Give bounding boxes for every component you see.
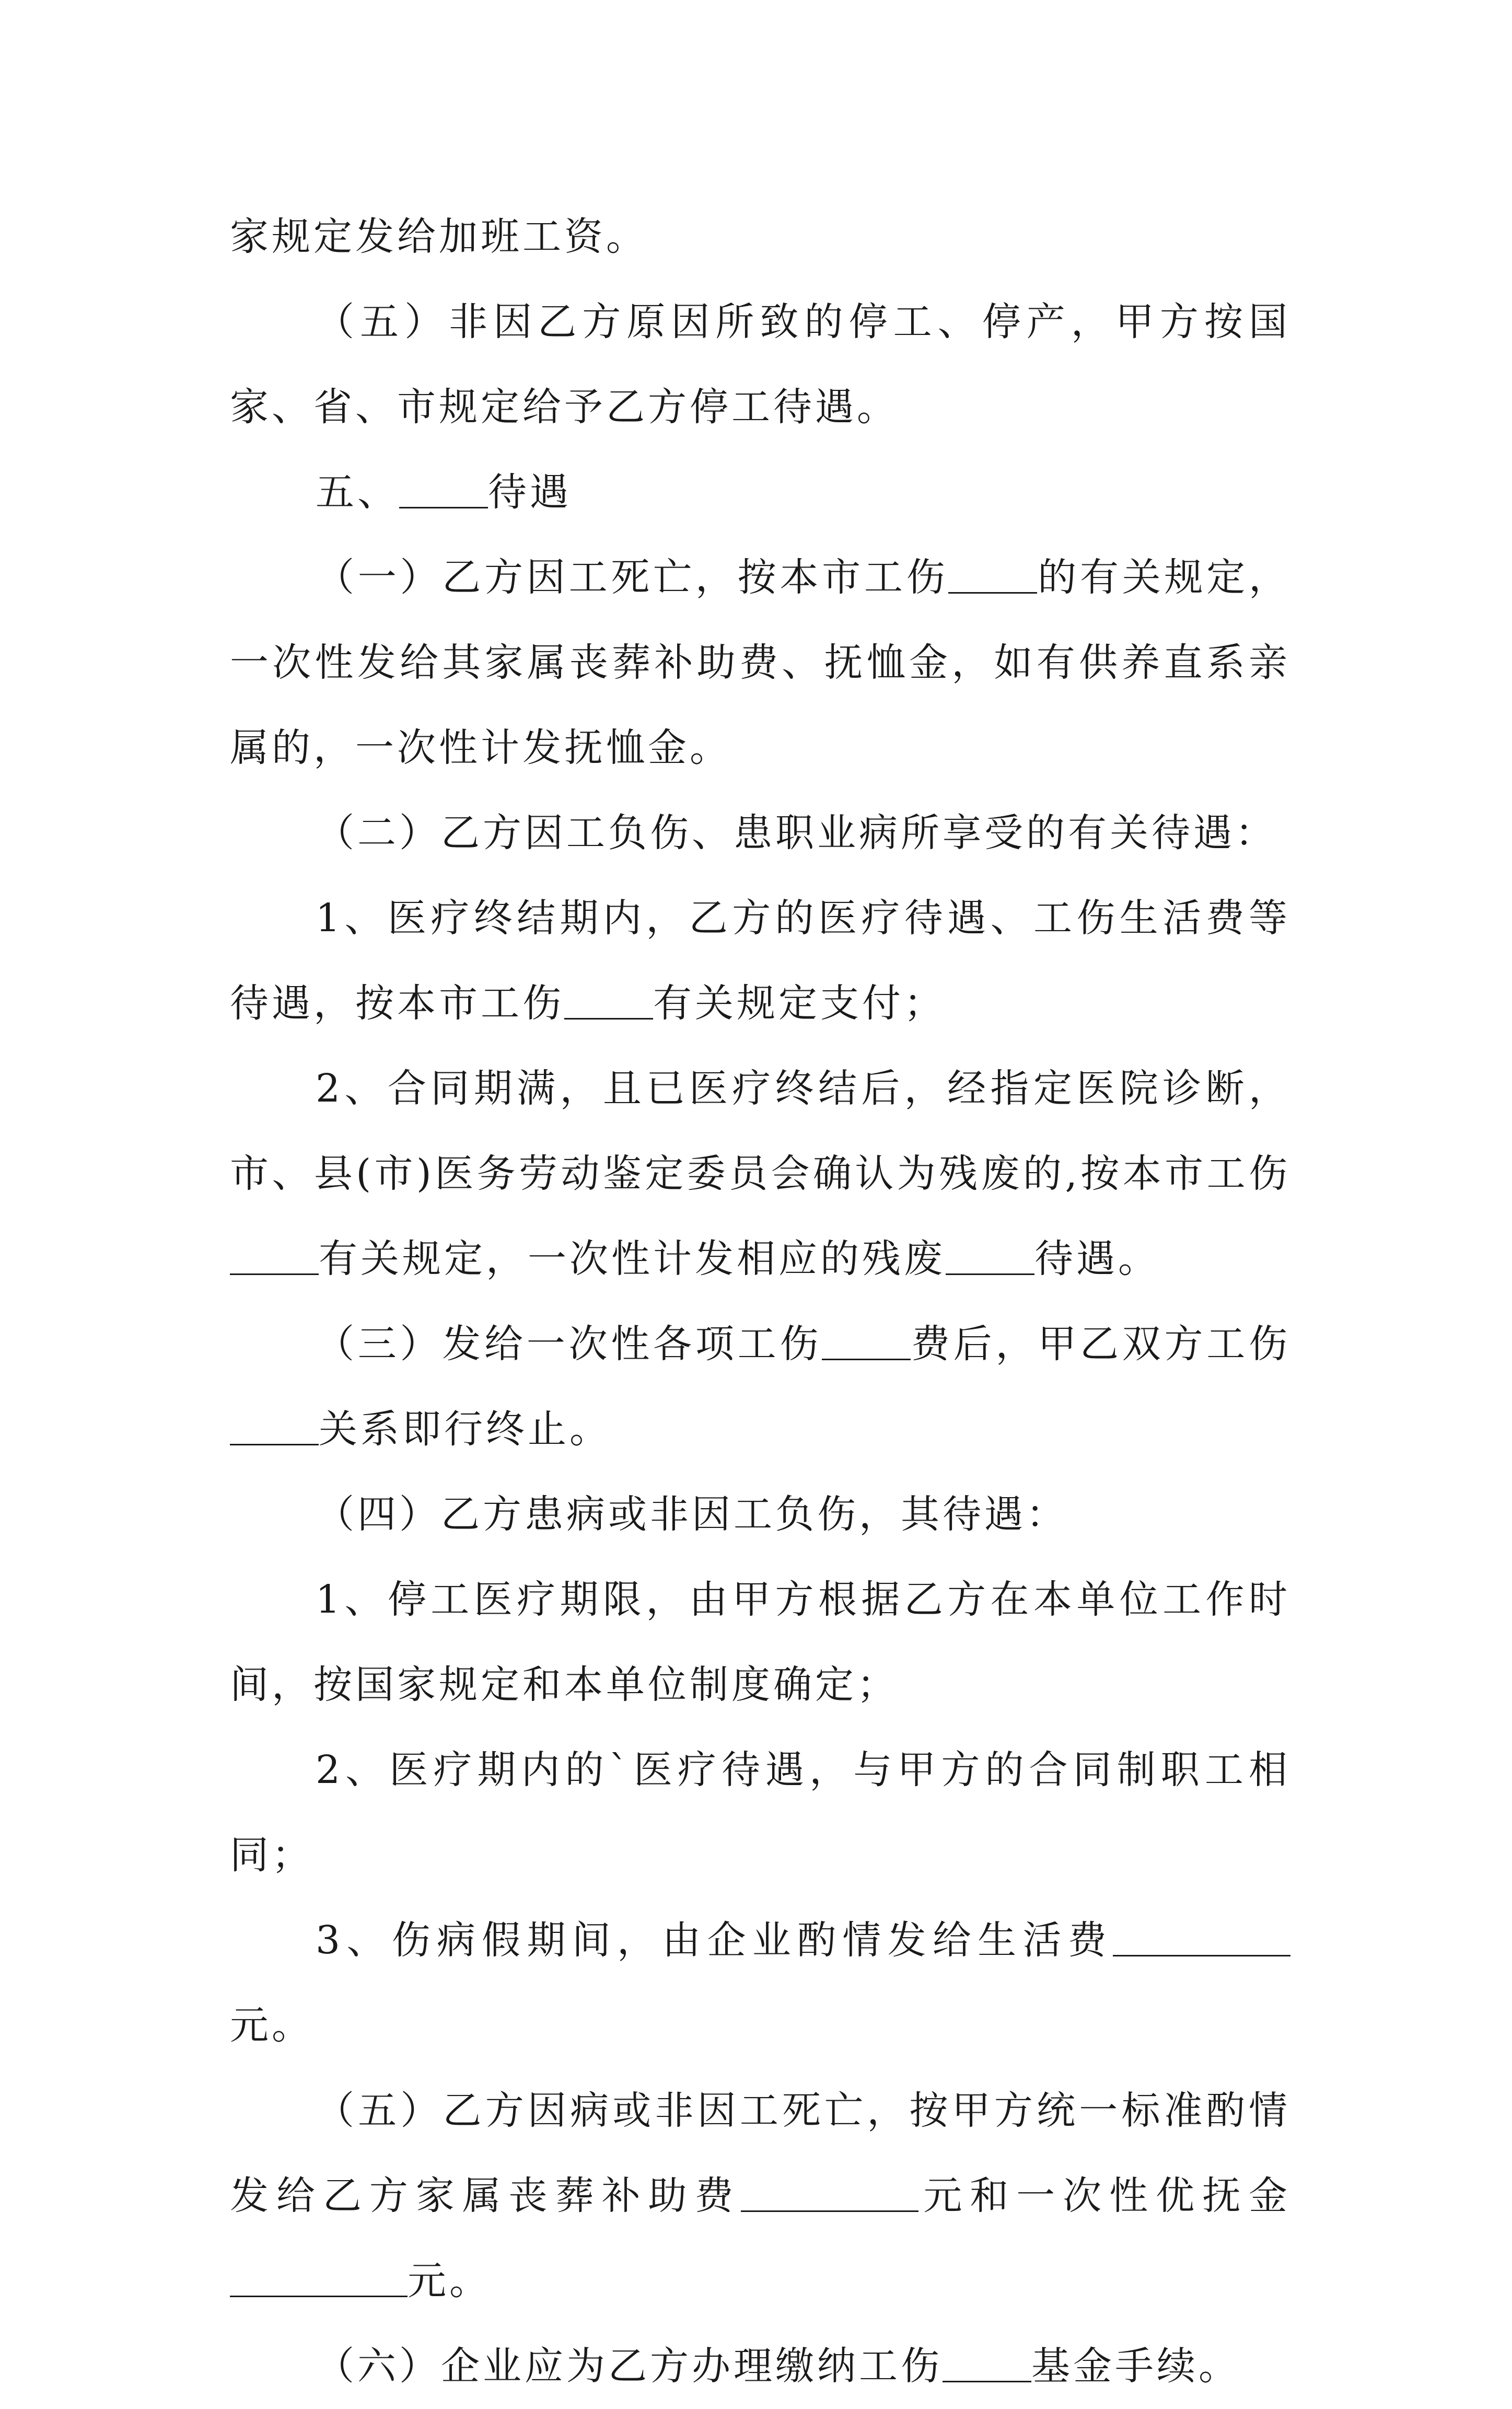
paragraph-text: 五、	[316, 470, 399, 515]
paragraph-text: （四）乙方患病或非因工负伤，其待遇：	[316, 1492, 1068, 1537]
paragraph-text: （五）乙方因病或非因工死亡，按甲方统一标准酌情发给乙方家属丧葬补助费	[230, 2088, 1290, 2218]
paragraph-text: （二）乙方因工负伤、患职业病所享受的有关待遇：	[316, 810, 1277, 855]
fill-in-blank	[230, 2257, 408, 2297]
paragraph-text: （三）发给一次性各项工伤	[316, 1322, 822, 1366]
paragraph-text: 元。	[408, 2259, 491, 2303]
paragraph	[230, 1302, 1290, 1472]
fill-in-blank	[822, 1320, 911, 1360]
paragraph	[230, 450, 1290, 535]
fill-in-blank	[741, 2172, 918, 2212]
paragraph	[230, 1898, 1290, 2068]
paragraph	[230, 535, 1290, 791]
paragraph	[230, 1557, 1290, 1728]
paragraph-text: 待遇。	[1034, 1236, 1160, 1281]
paragraph-text: 费后，甲乙双方工伤	[911, 1322, 1291, 1366]
fill-in-blank	[564, 979, 653, 1020]
paragraph-text: 关系即行终止。	[319, 1407, 611, 1452]
paragraph-text: 2、医疗期内的`医疗待遇，与甲方的合同制职工相同；	[230, 1747, 1290, 1878]
fill-in-blank	[230, 1405, 319, 1445]
paragraph	[230, 791, 1290, 876]
fill-in-blank	[230, 1235, 319, 1275]
paragraph	[230, 280, 1290, 450]
document-body	[230, 194, 1290, 2409]
fill-in-blank	[948, 553, 1037, 594]
fill-in-blank	[1113, 1916, 1290, 1956]
paragraph-text: （一）乙方因工死亡，按本市工伤	[316, 555, 949, 600]
fill-in-blank	[946, 1235, 1034, 1275]
paragraph-text: 的有关规定，一次性发给其家属丧葬补助费、抚恤金，如有供养直系亲属的，一次性计发抚恤金。	[230, 555, 1291, 770]
paragraph	[230, 876, 1290, 1046]
paragraph-text: 元和一次性优抚金	[918, 2173, 1290, 2218]
paragraph	[230, 194, 1290, 280]
paragraph-text: 有关规定支付；	[653, 981, 946, 1026]
paragraph	[230, 1728, 1290, 1898]
fill-in-blank	[943, 2342, 1031, 2382]
fill-in-blank	[399, 468, 488, 508]
paragraph-text: 家规定发给加班工资。	[230, 214, 648, 259]
paragraph-text: 2、合同期满，且已医疗终结后，经指定医院诊断，市、县(市)医务劳动鉴定委员会确认为残废的,按本市工伤	[230, 1066, 1290, 1196]
paragraph	[230, 1472, 1290, 1557]
paragraph-text: （五）非因乙方原因所致的停工、停产，甲方按国家、省、市规定给予乙方停工待遇。	[230, 299, 1290, 430]
paragraph-text: 元。	[230, 2003, 313, 2048]
paragraph-text: （六）企业应为乙方办理缴纳工伤	[316, 2344, 943, 2389]
paragraph-text: 3、伤病假期间，由企业酌情发给生活费	[316, 1918, 1113, 1963]
paragraph-text: 基金手续。	[1031, 2344, 1240, 2389]
paragraph-text: 有关规定，一次性计发相应的残废	[319, 1236, 946, 1281]
paragraph	[230, 2324, 1290, 2409]
paragraph	[230, 1046, 1290, 1302]
paragraph-text: 1、医疗终结期内，乙方的医疗待遇、工伤生活费等待遇，按本市工伤	[230, 896, 1290, 1026]
paragraph-text: 1、停工医疗期限，由甲方根据乙方在本单位工作时间，按国家规定和本单位制度确定；	[230, 1577, 1290, 1707]
paragraph-text: 待遇	[488, 470, 572, 515]
paragraph	[230, 2068, 1290, 2324]
